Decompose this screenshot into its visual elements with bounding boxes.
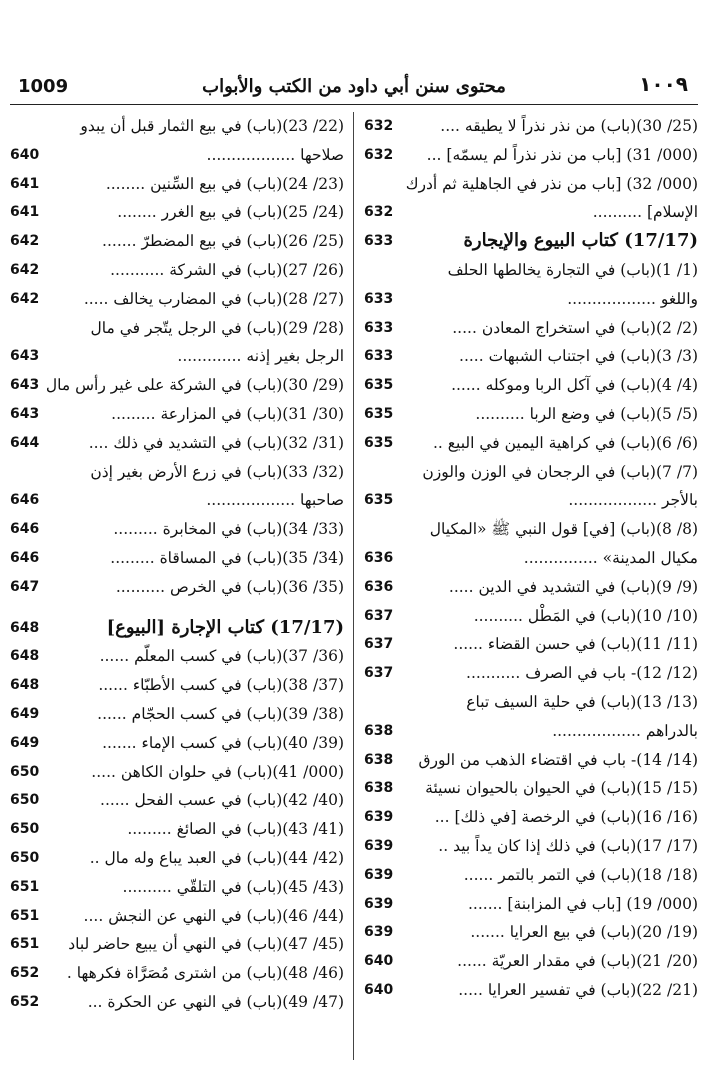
toc-entry [364, 717, 698, 746]
entry-title: (43/ 45)(باب) في التلقّي [176, 877, 344, 896]
leader-dots: ....... [467, 894, 503, 913]
entry-page-number: 633 [364, 233, 394, 250]
entry-page-number: 637 [364, 607, 394, 624]
entry-page-number: 632 [364, 146, 394, 163]
leader-dots: ...... [100, 791, 130, 810]
entry-page-number: 638 [364, 751, 394, 768]
toc-entry [364, 774, 698, 803]
leader-dots: ... [426, 145, 442, 164]
entry-page-number: 640 [364, 953, 394, 970]
toc-entry [10, 671, 344, 700]
toc-entry [10, 458, 344, 487]
toc-entry [10, 342, 344, 371]
entry-page-number: 650 [10, 821, 40, 838]
leader-dots: .......... [475, 404, 525, 423]
entry-title: (40/ 42)(باب) في عسب الفحل [134, 791, 344, 810]
entry-title: بالأجر [661, 491, 698, 510]
leader-dots: .. [438, 836, 449, 855]
leader-dots: . [66, 964, 72, 983]
toc-entry [364, 630, 698, 659]
leader-dots: ...... [463, 865, 494, 884]
leader-dots: .. [432, 433, 443, 452]
entry-title: (23/ 24)(باب) في بيع السِّنين [150, 174, 344, 193]
entry-title: (19/ 20)(باب) في بيع العرايا [509, 923, 698, 942]
entry-title: بالدراهم [645, 721, 698, 740]
leader-dots: ....... [470, 923, 505, 942]
entry-page-number: 639 [364, 837, 394, 854]
leader-dots: ....... [102, 733, 137, 752]
toc-entry [10, 112, 344, 141]
entry-page-number: 641 [10, 175, 40, 192]
toc-entry [10, 314, 344, 343]
leader-dots: .... [88, 433, 109, 452]
leader-dots: ..... [83, 289, 109, 308]
toc-entry [364, 371, 698, 400]
toc-entry [10, 400, 344, 429]
entry-page-number: 637 [364, 665, 394, 682]
entry-title: (9/ 9)(باب) في التشديد في الدين [478, 577, 698, 596]
leader-dots: ..... [452, 318, 477, 337]
entry-page-number: 633 [364, 348, 394, 365]
toc-entry [364, 112, 698, 141]
entry-title: (12/ 12)- باب في الصرف [525, 664, 698, 683]
toc-entry [364, 947, 698, 976]
leader-dots: .................. [568, 491, 658, 510]
entry-title: (17/17) كتاب البيوع والإيجارة [463, 230, 698, 252]
entry-page-number: 639 [364, 866, 394, 883]
entry-page-number: 633 [364, 319, 394, 336]
leader-dots: .......... [122, 877, 172, 896]
entry-title: (17/ 17)(باب) في ذلك إذا كان يداً بيد [453, 836, 698, 855]
leader-dots: ......... [127, 820, 172, 839]
toc-entry [10, 815, 344, 844]
entry-title: الإسلام] [646, 203, 698, 222]
entry-page-number: 646 [10, 549, 40, 566]
entry-page-number: 652 [10, 965, 40, 982]
entry-title: (000/ 19) [باب في المزابنة] [507, 894, 698, 913]
toc-entry [364, 688, 698, 717]
entry-title: (15/ 15)(باب) في الحيوان بالحيوان نسيئة [425, 779, 698, 798]
entry-page-number: 639 [364, 809, 394, 826]
leader-dots: ......... [113, 520, 158, 539]
entry-title: (13/ 13)(باب) في حلية السيف تباع [466, 692, 698, 711]
leader-dots: ......... [110, 548, 155, 567]
entry-title: (10/ 10)(باب) في المَطْل [527, 606, 698, 625]
entry-title: صلاحها [300, 145, 344, 164]
toc-entry [364, 285, 698, 314]
entry-title: (39/ 40)(باب) في كسب الإماء [141, 733, 344, 752]
toc-entry [364, 515, 698, 544]
section-heading [10, 614, 344, 643]
entry-title: (27/ 28)(باب) في المضارب يخالف [113, 289, 344, 308]
leader-dots: ...... [97, 704, 127, 723]
entry-page-number: 650 [10, 792, 40, 809]
entry-page-number: 632 [364, 118, 394, 134]
entry-page-number: 635 [364, 377, 394, 394]
leader-dots: ...... [457, 952, 487, 971]
entry-title: (31/ 32)(باب) في التشديد في ذلك [113, 433, 344, 452]
leader-dots: ..... [459, 347, 484, 366]
entry-title: (6/ 6)(باب) في كراهية اليمين في البيع [447, 433, 698, 452]
entry-page-number: 642 [10, 233, 40, 250]
toc-entry [10, 786, 344, 815]
entry-title: (26/ 27)(باب) في الشركة [169, 260, 344, 279]
entry-title: (28/ 29)(باب) في الرجل يتّجر في مال [90, 318, 344, 337]
entry-title: (25/ 26)(باب) في بيع المضطرّ [141, 232, 344, 251]
entry-title: صاحبها [299, 491, 344, 510]
entry-page-number: 638 [364, 722, 394, 739]
entry-page-number: 651 [10, 907, 40, 924]
entry-page-number: 649 [10, 734, 40, 751]
leader-dots: ... [434, 808, 450, 827]
entry-page-number: 640 [10, 146, 40, 163]
entry-page-number: 633 [364, 290, 394, 307]
toc-entry [10, 729, 344, 758]
toc-entry [364, 602, 698, 631]
entry-title: (16/ 16)(باب) في الرخصة [في ذلك] [454, 808, 698, 827]
toc-entry [10, 170, 344, 199]
toc-entry [364, 573, 698, 602]
entry-title: (18/ 18)(باب) في التمر بالتمر [498, 865, 698, 884]
toc-entry [10, 256, 344, 285]
entry-title: (32/ 33)(باب) في زرع الأرض بغير إذن [90, 462, 344, 481]
entry-title: مكيال المدينة» [602, 548, 698, 567]
entry-page-number: 647 [10, 578, 40, 595]
toc-entry [10, 902, 344, 931]
section-spacer [10, 602, 344, 614]
entry-page-number: 643 [10, 405, 40, 422]
entry-page-number: 640 [364, 981, 394, 998]
entry-page-number: 646 [10, 492, 40, 509]
leader-dots: .................. [552, 721, 641, 740]
toc-entry [364, 458, 698, 487]
entry-title: (22/ 23)(باب) في بيع الثمار قبل أن يبدو [80, 117, 344, 135]
toc-entry [364, 544, 698, 573]
toc-entry [364, 314, 698, 343]
entry-page-number: 648 [10, 677, 40, 694]
toc-entry [10, 573, 344, 602]
entry-title: (44/ 46)(باب) في النهي عن النجش [108, 906, 344, 925]
toc-entry [10, 198, 344, 227]
entry-page-number: 642 [10, 261, 40, 278]
entry-page-number: 650 [10, 849, 40, 866]
entry-page-number: 648 [10, 619, 40, 636]
leader-dots: ......... [111, 404, 156, 423]
toc-entry [364, 832, 698, 861]
toc-entry [364, 256, 698, 285]
toc-entry [10, 515, 344, 544]
entry-page-number: 635 [364, 492, 394, 509]
toc-entry [10, 642, 344, 671]
leader-dots: ........... [466, 664, 521, 683]
leader-dots: ........... [110, 260, 165, 279]
entry-page-number: 651 [10, 936, 40, 953]
entry-page-number: 646 [10, 521, 40, 538]
leader-dots: ... [87, 992, 103, 1011]
toc-entry [10, 930, 344, 959]
leader-dots: .................. [206, 491, 296, 510]
leader-dots: .................. [206, 145, 296, 164]
entry-title: (3/ 3)(باب) في اجتناب الشبهات [488, 347, 698, 366]
toc-entry [364, 486, 698, 515]
entry-page-number: 643 [10, 348, 40, 365]
toc-entry [364, 170, 698, 199]
entry-title: الرجل بغير إذنه [246, 347, 344, 366]
entry-title: (4/ 4)(باب) في آكل الربا وموكله [485, 376, 698, 395]
leader-dots: .. [89, 848, 100, 867]
page-title: محتوى سنن أبي داود من الكتب والأبواب [202, 76, 506, 97]
right-column [364, 112, 698, 1060]
entry-title: (37/ 38)(باب) في كسب الأطبّاء [132, 676, 344, 695]
toc-entry [364, 141, 698, 170]
leader-dots: .......... [473, 606, 523, 625]
toc-entry [10, 700, 344, 729]
leader-dots: ............... [523, 548, 598, 567]
entry-page-number: 643 [10, 377, 40, 394]
entry-page-number: 636 [364, 578, 394, 595]
toc-entry [364, 803, 698, 832]
toc-entry [10, 844, 344, 873]
page-number-arabic: ١٠٠٩ [639, 72, 688, 96]
toc-entry [364, 976, 698, 1005]
entry-title: (42/ 44)(باب) في العبد يباع وله مال [104, 848, 344, 867]
entry-title: (25/ 30)(باب) من نذر نذراً لا يطيقه [464, 117, 698, 135]
entry-title: (14/ 14)- باب في اقتضاء الذهب من الورق [418, 750, 698, 769]
toc-entry [364, 746, 698, 775]
toc-entry [364, 861, 698, 890]
entry-page-number: 639 [364, 924, 394, 941]
section-heading [364, 227, 698, 256]
entry-page-number: 635 [364, 434, 394, 451]
entry-page-number: 642 [10, 290, 40, 307]
leader-dots: ...... [98, 676, 128, 695]
entry-page-number: 649 [10, 705, 40, 722]
entry-title: (46/ 48)(باب) من اشترى مُصَرَّاة فكرهها [76, 964, 344, 983]
entry-page-number: 635 [364, 405, 394, 422]
toc-entry [10, 959, 344, 988]
toc-entry [364, 429, 698, 458]
leader-dots: ........ [117, 203, 157, 222]
entry-title: (41/ 43)(باب) في الصائغ [176, 820, 344, 839]
entry-page-number: 648 [10, 648, 40, 665]
leader-dots: .......... [592, 203, 643, 222]
entry-page-number: 638 [364, 780, 394, 797]
entry-title: (34/ 35)(باب) في المساقاة [159, 548, 344, 567]
entry-page-number: 651 [10, 878, 40, 895]
entry-title: (29/ 30)(باب) في الشركة على غير رأس مال [45, 376, 344, 395]
toc-entry [364, 198, 698, 227]
page-header [10, 70, 698, 105]
entry-title: (000/ 31) [باب من نذر نذراً لم يسمّه] [446, 145, 698, 164]
toc-entry [10, 141, 344, 170]
leader-dots: ....... [102, 232, 137, 251]
leader-dots: ...... [99, 647, 130, 666]
entry-title: (21/ 22)(باب) في تفسير العرايا [487, 980, 698, 999]
entry-page-number: 639 [364, 895, 394, 912]
toc-entry [10, 988, 344, 1017]
page-number-latin: 1009 [18, 76, 69, 97]
entry-title: (8/ 8)(باب) [في] قول النبي ﷺ «المكيال [429, 520, 698, 539]
entry-title: (000/ 41)(باب) في حلوان الكاهن [120, 762, 344, 781]
entry-title: (20/ 21)(باب) في مقدار العريّة [491, 952, 698, 971]
entry-title: واللغو [660, 289, 698, 308]
leader-dots: .... [440, 117, 460, 135]
entry-title: (11/ 11)(باب) في حسن القضاء [487, 635, 698, 654]
entry-title: (7/ 7)(باب) في الرجحان في الوزن والوزن [422, 462, 698, 481]
toc-entry [10, 758, 344, 787]
entry-page-number: 637 [364, 636, 394, 653]
entry-page-number: 644 [10, 434, 40, 451]
toc-entry [10, 486, 344, 515]
entry-title: (45/ 47)(باب) في النهي أن يبيع حاضر لباد [68, 935, 344, 954]
entry-page-number: 632 [364, 204, 394, 221]
entry-title: (24/ 25)(باب) في بيع الغرر [161, 203, 344, 222]
leader-dots: ..... [91, 762, 116, 781]
entry-title: (38/ 39)(باب) في كسب الحجّام [131, 704, 344, 723]
toc-entry [364, 918, 698, 947]
toc-entry [10, 371, 344, 400]
toc-entry [10, 429, 344, 458]
entry-title: (2/ 2)(باب) في استخراج المعادن [481, 318, 698, 337]
leader-dots: .......... [115, 577, 166, 596]
toc-entry [10, 873, 344, 902]
entry-title: (33/ 34)(باب) في المخابرة [162, 520, 344, 539]
entry-page-number: 652 [10, 993, 40, 1010]
toc-entry [364, 659, 698, 688]
leader-dots: ........ [105, 174, 146, 193]
leader-dots: ..... [458, 980, 483, 999]
entry-title: (47/ 49)(باب) في النهي عن الحكرة [107, 992, 344, 1011]
leader-dots: .... [83, 906, 104, 925]
entry-title: (17/17) كتاب الإجارة [البيوع] [106, 616, 344, 638]
leader-dots: ...... [451, 376, 481, 395]
entry-title: (30/ 31)(باب) في المزارعة [160, 404, 344, 423]
entry-title: (000/ 32) [باب من نذر في الجاهلية ثم أدرك [405, 174, 698, 193]
toc-entry [10, 227, 344, 256]
left-column [10, 112, 344, 1060]
entry-page-number: 636 [364, 549, 394, 566]
toc-entry [364, 342, 698, 371]
column-divider [353, 112, 354, 1060]
toc-entry [364, 890, 698, 919]
entry-page-number: 641 [10, 204, 40, 221]
entry-title: (5/ 5)(باب) في وضع الربا [529, 404, 698, 423]
leader-dots: ..... [448, 577, 474, 596]
entry-title: (35/ 36)(باب) في الخرص [170, 577, 344, 596]
entry-page-number: 650 [10, 763, 40, 780]
toc-entry [10, 285, 344, 314]
entry-title: (1/ 1)(باب) في التجارة يخالطها الحلف [447, 260, 698, 279]
leader-dots: ...... [453, 635, 483, 654]
leader-dots: ............. [177, 347, 242, 366]
entry-title: (36/ 37)(باب) في كسب المعلّم [134, 647, 344, 666]
toc-entry [364, 400, 698, 429]
toc-entry [10, 544, 344, 573]
leader-dots: .................. [567, 289, 656, 308]
